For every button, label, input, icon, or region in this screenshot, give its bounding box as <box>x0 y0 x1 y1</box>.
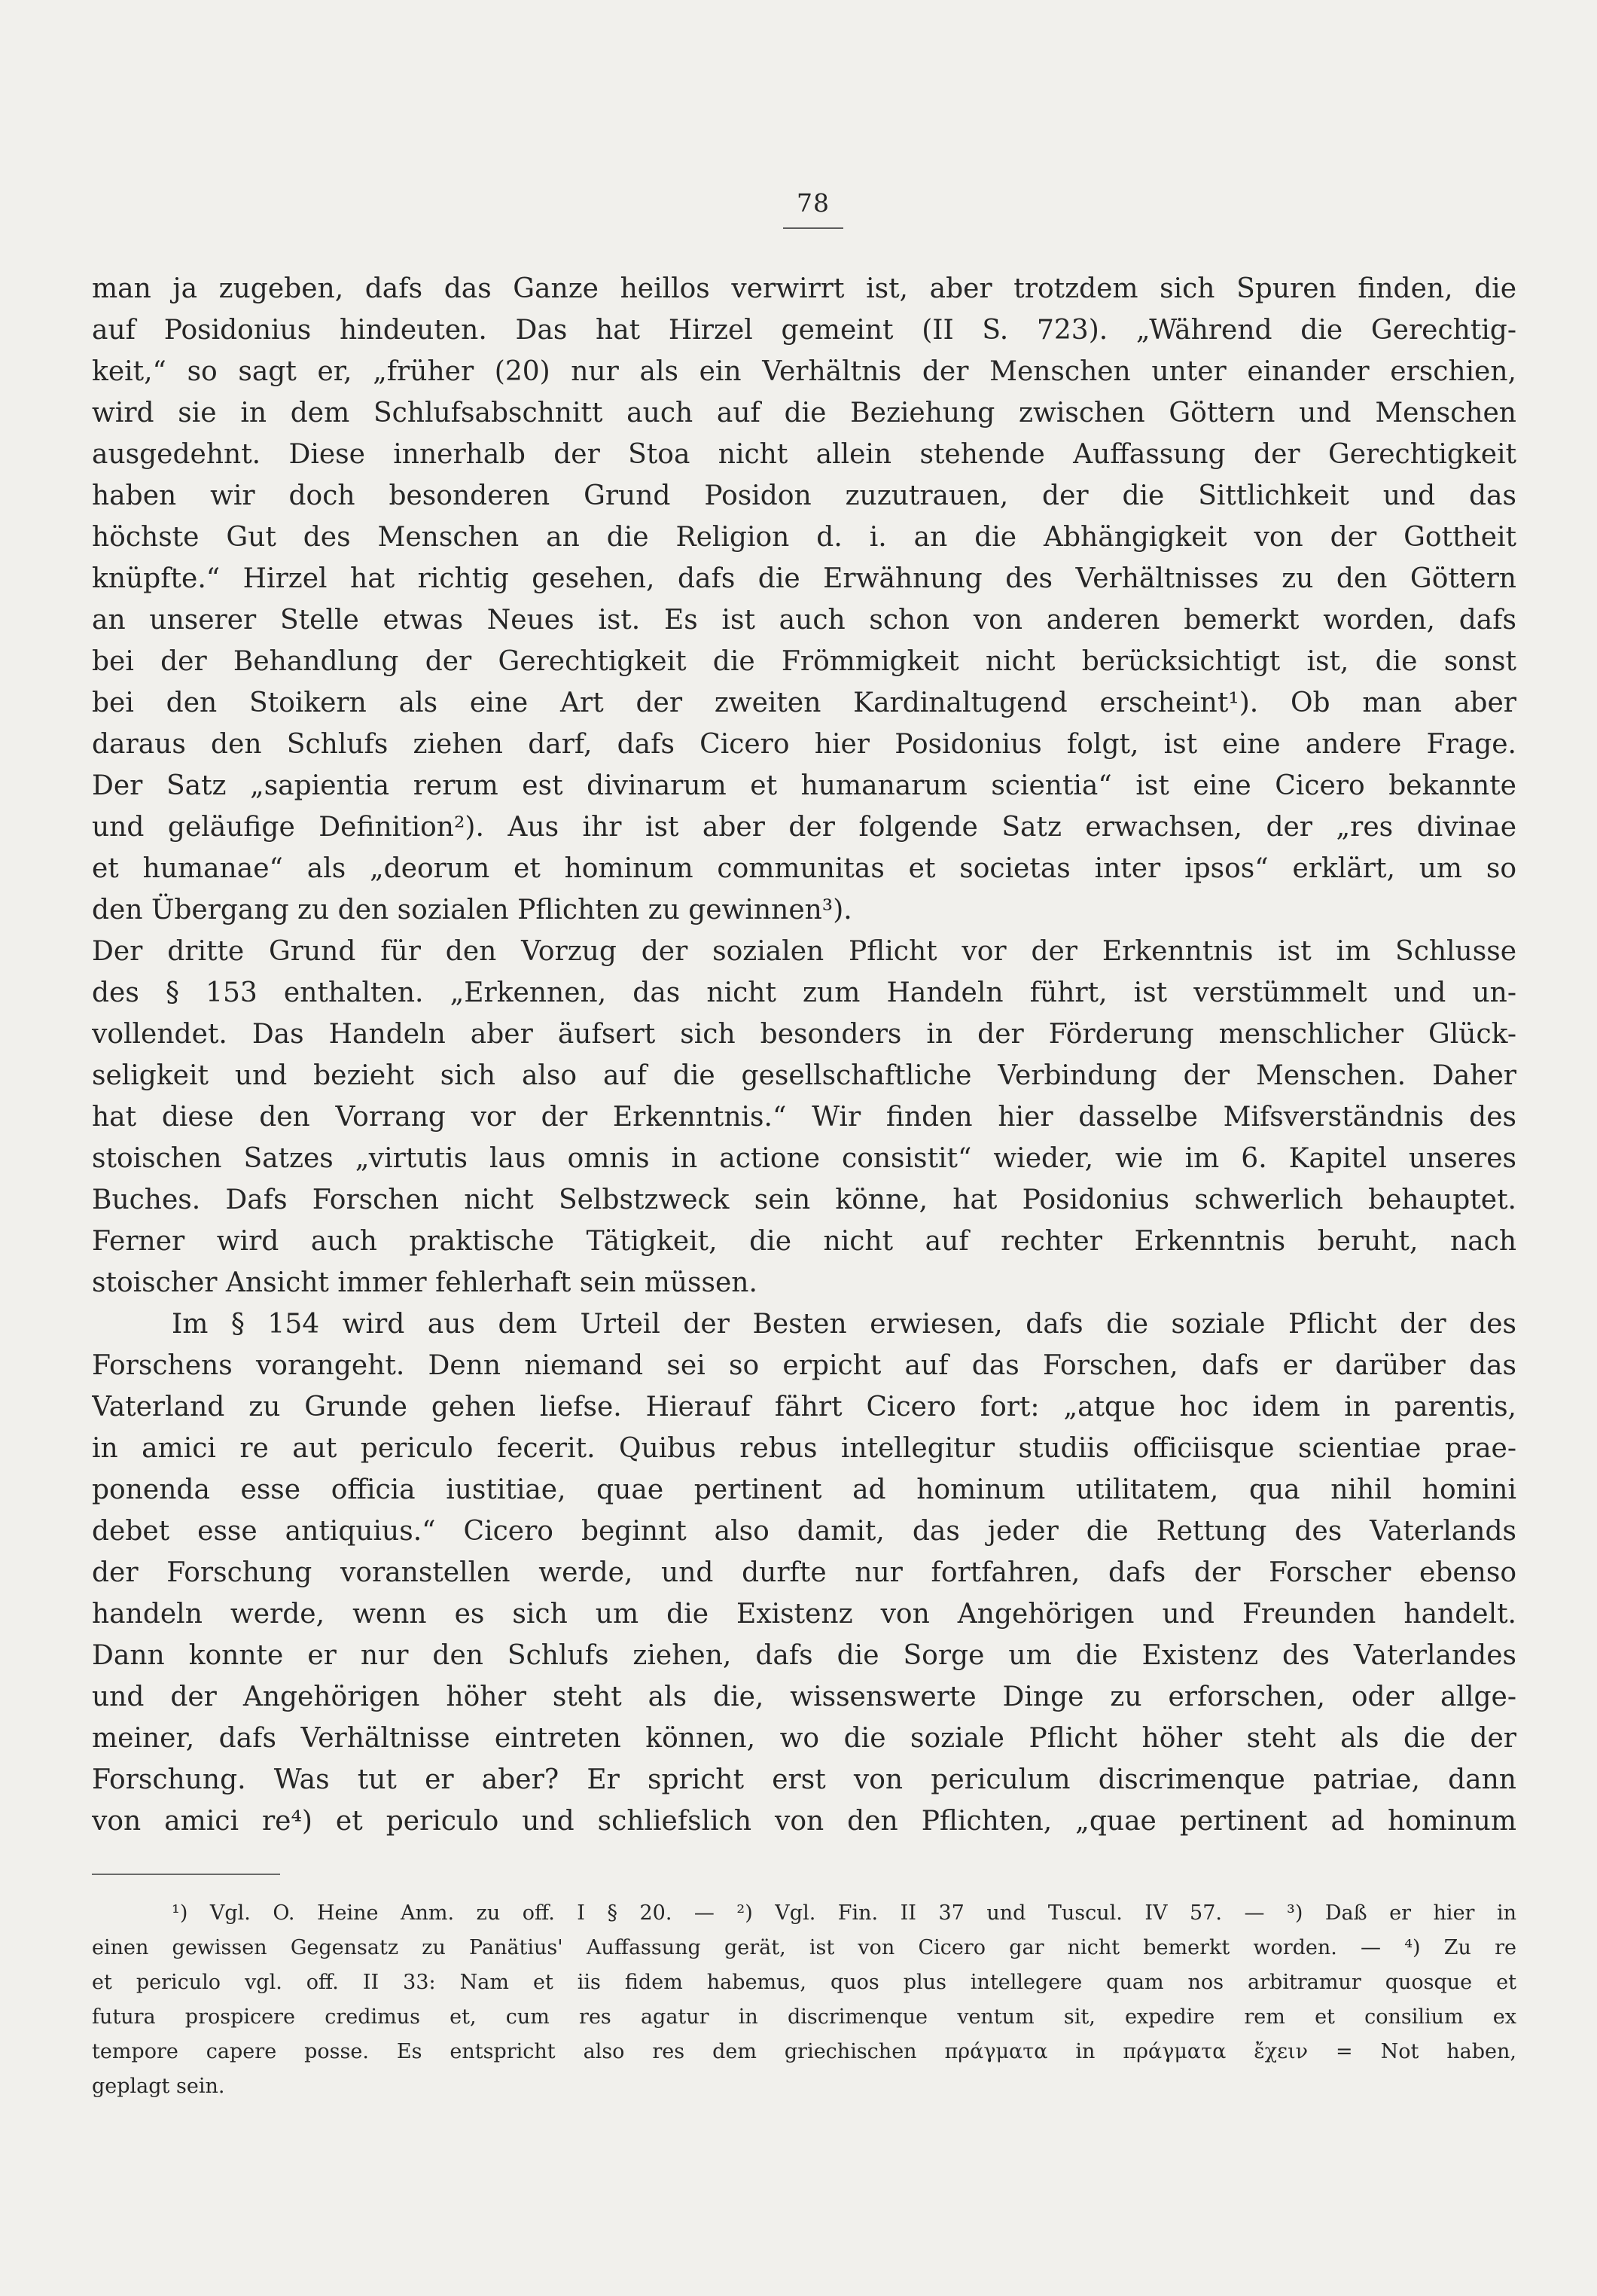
text-line: Der dritte Grund für den Vorzug der sozialen Pflicht vor der Erkenntnis ist im Schlusse <box>92 936 1516 967</box>
text-line: knüpfte.“ Hirzel hat richtig gesehen, dafs die Erwähnung des Verhältnisses zu den Göttern <box>92 563 1516 594</box>
text-line: von amici re⁴) et periculo und schliefslich von den Pflichten, „quae pertinent ad hominum <box>92 1806 1516 1837</box>
text-line: Im § 154 wird aus dem Urteil der Besten erwiesen, dafs die soziale Pflicht der des <box>172 1309 1516 1340</box>
text-line: Forschens vorangeht. Denn niemand sei so erpicht auf das Forschen, dafs er darüber das <box>92 1350 1516 1381</box>
text-line: Ferner wird auch praktische Tätigkeit, die nicht auf rechter Erkenntnis beruht, nach <box>92 1226 1516 1257</box>
text-line: des § 153 enthalten. „Erkennen, das nicht zum Handeln führt, ist verstümmelt und un- <box>92 977 1516 1008</box>
text-line: und der Angehörigen höher steht als die, wissenswerte Dinge zu erforschen, oder allge- <box>92 1682 1516 1712</box>
text-line: wird sie in dem Schlufsabschnitt auch auf die Beziehung zwischen Göttern und Menschen <box>92 398 1516 428</box>
text-line: daraus den Schlufs ziehen darf, dafs Cicero hier Posidonius folgt, ist eine andere Frage. <box>92 729 1516 760</box>
text-line: Vaterland zu Grunde gehen liefse. Hierauf fährt Cicero fort: „atque hoc idem in parentis, <box>92 1392 1516 1422</box>
text-line: in amici re aut periculo fecerit. Quibus rebus intellegitur studiis officiisque scientiae prae- <box>92 1433 1516 1464</box>
text-line: bei den Stoikern als eine Art der zweiten Kardinaltugend erscheint¹). Ob man aber <box>92 688 1516 718</box>
text-line: höchste Gut des Menschen an die Religion d. i. an die Abhängigkeit von der Gottheit <box>92 522 1516 553</box>
text-line: der Forschung voranstellen werde, und durfte nur fortfahren, dafs der Forscher ebenso <box>92 1557 1516 1588</box>
text-line: Dann konnte er nur den Schlufs ziehen, dafs die Sorge um die Existenz des Vaterlandes <box>92 1640 1516 1671</box>
footnote-line: et periculo vgl. off. II 33: Nam et iis fidem habemus, quos plus intellegere quam nos arbitramur quosque et <box>92 1971 1516 1994</box>
text-line: den Übergang zu den sozialen Pflichten zu gewinnen³). <box>92 895 852 925</box>
text-line: meiner, dafs Verhältnisse eintreten können, wo die soziale Pflicht höher steht als die der <box>92 1723 1516 1754</box>
footnote-line: futura prospicere credimus et, cum res agatur in discrimenque ventum sit, expedire rem et consilium ex <box>92 2005 1516 2029</box>
footnote-line: tempore capere posse. Es entspricht also res dem griechischen πράγματα in πράγματα ἔχειν = Not haben, <box>92 2040 1516 2063</box>
text-line: Buches. Dafs Forschen nicht Selbstzweck sein könne, hat Posidonius schwerlich behauptet. <box>92 1185 1516 1215</box>
page-number: 78 <box>797 188 830 218</box>
text-line: keit,“ so sagt er, „früher (20) nur als ein Verhältnis der Menschen unter einander erschien, <box>92 356 1516 387</box>
text-line: ausgedehnt. Diese innerhalb der Stoa nicht allein stehende Auffassung der Gerechtigkeit <box>92 439 1516 470</box>
text-line: Der Satz „sapientia rerum est divinarum et humanarum scientia“ ist eine Cicero bekannte <box>92 770 1516 801</box>
text-line: bei der Behandlung der Gerechtigkeit die Frömmigkeit nicht berücksichtigt ist, die sonst <box>92 646 1516 677</box>
text-line: stoischen Satzes „virtutis laus omnis in actione consistit“ wieder, wie im 6. Kapitel unseres <box>92 1143 1516 1174</box>
text-line: man ja zugeben, dafs das Ganze heillos verwirrt ist, aber trotzdem sich Spuren finden, die <box>92 273 1516 304</box>
text-line: et humanae“ als „deorum et hominum communitas et societas inter ipsos“ erklärt, um so <box>92 853 1516 884</box>
page-number-rule <box>783 227 843 229</box>
footnote-line: einen gewissen Gegensatz zu Panätius' Auffassung gerät, ist von Cicero gar nicht bemerkt worden. — ⁴) Zu re <box>92 1936 1516 1959</box>
text-line: stoischer Ansicht immer fehlerhaft sein müssen. <box>92 1267 757 1298</box>
text-line: und geläufige Definition²). Aus ihr ist aber der folgende Satz erwachsen, der „res divinae <box>92 812 1516 843</box>
text-line: Forschung. Was tut er aber? Er spricht erst von periculum discrimenque patriae, dann <box>92 1764 1516 1795</box>
footnote-line: geplagt sein. <box>92 2075 225 2098</box>
text-line: debet esse antiquius.“ Cicero beginnt also damit, das jeder die Rettung des Vaterlands <box>92 1516 1516 1547</box>
text-line: ponenda esse officia iustitiae, quae pertinent ad hominum utilitatem, qua nihil homini <box>92 1474 1516 1505</box>
footnote-line: ¹) Vgl. O. Heine Anm. zu off. I § 20. — ²) Vgl. Fin. II 37 und Tuscul. IV 57. — ³) Daß er hier in <box>172 1901 1516 1925</box>
text-line: handeln werde, wenn es sich um die Existenz von Angehörigen und Freunden handelt. <box>92 1599 1516 1630</box>
text-line: vollendet. Das Handeln aber äufsert sich besonders in der Förderung menschlicher Glück- <box>92 1019 1516 1050</box>
text-line: an unserer Stelle etwas Neues ist. Es ist auch schon von anderen bemerkt worden, dafs <box>92 605 1516 636</box>
text-line: auf Posidonius hindeuten. Das hat Hirzel gemeint (II S. 723). „Während die Gerechtig- <box>92 315 1516 346</box>
text-line: hat diese den Vorrang vor der Erkenntnis.“ Wir finden hier dasselbe Mifsverständnis des <box>92 1102 1516 1133</box>
text-line: haben wir doch besonderen Grund Posidon zuzutrauen, der die Sittlichkeit und das <box>92 480 1516 511</box>
footnote-rule <box>92 1874 280 1875</box>
text-line: seligkeit und bezieht sich also auf die gesellschaftliche Verbindung der Menschen. Daher <box>92 1060 1516 1091</box>
